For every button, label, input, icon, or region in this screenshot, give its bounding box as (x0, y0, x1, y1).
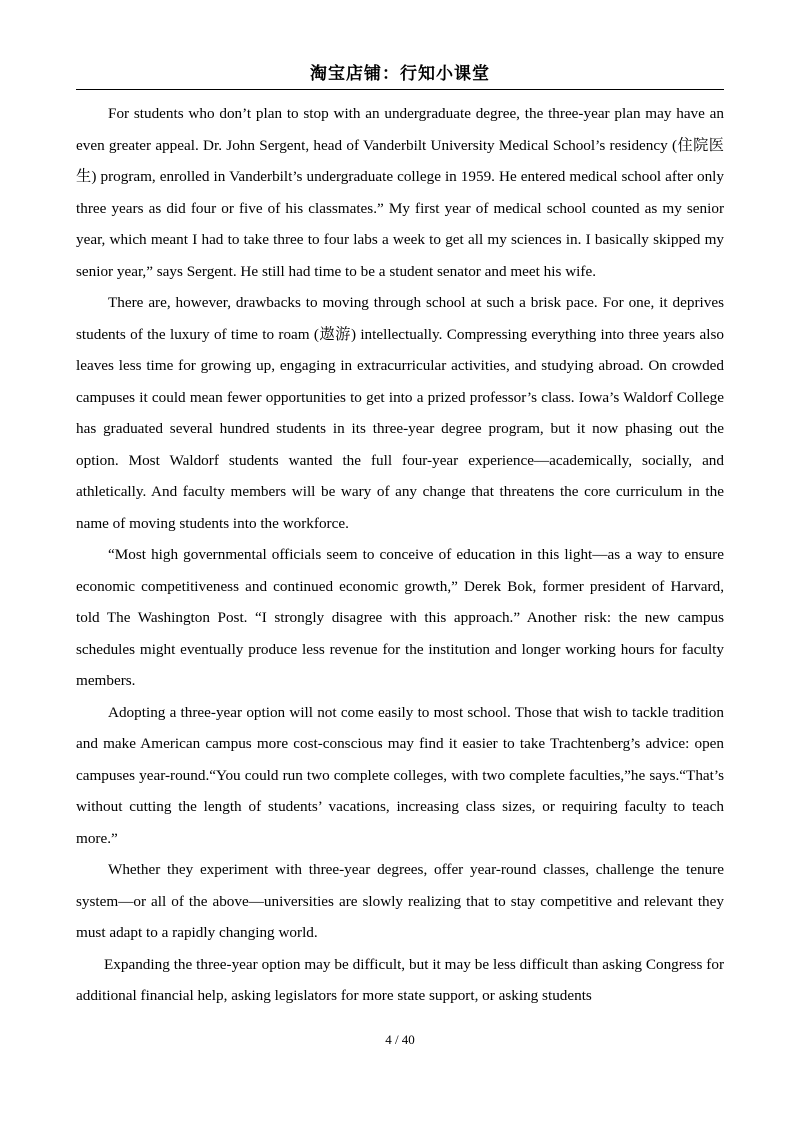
paragraph: Adopting a three-year option will not come easily to most school. Those that wish to tackle tradition and make American campus more cost-conscious may find it easier to take Trachtenberg’s advice: open campuses year-round.“You could run two complete colleges, with two complete faculties,”he says.“That’s without cutting the length of students’ vacations, increasing class sizes, or requiring faculty to teach more.” (76, 703, 724, 847)
paragraph: For students who don’t plan to stop with an undergraduate degree, the three-year plan may have an even greater appeal. Dr. John Sergent, head of Vanderbilt University Medical School’s residency (住院医生) program, enrolled in Vanderbilt’s undergraduate college in 1959. He entered medical school after only three years as did four or five of his classmates.” My first year of medical school counted as my senior year, which meant I had to take three to four labs a week to get all my sciences in. I basically skipped my senior year,” says Sergent. He still had time to be a student senator and meet his wife. (76, 105, 724, 280)
paragraph: “Most high governmental officials seem to conceive of education in this light—as a way to ensure economic competitiveness and continued economic growth,” Derek Bok, former president of Harvard, told The Washington Post. “I strongly disagree with this approach.” Another risk: the new campus schedules might eventually produce less revenue for the institution and longer working hours for faculty members. (76, 546, 724, 689)
page-header-title: 淘宝店铺：行知小课堂 (310, 64, 490, 84)
paragraph: There are, however, drawbacks to moving through school at such a brisk pace. For one, it deprives students of the luxury of time to roam (遨游) intellectually. Compressing everything into three years also leaves less time for growing up, engaging in extracurricular activities, and studying abroad. On crowded campuses it could mean fewer opportunities to get into a prized professor’s class. Iowa’s Waldorf College has graduated several hundred students in its three-year degree program, but it now phasing out the option. Most Waldorf students wanted the full four-year experience—academically, socially, and athletically. And faculty members will be wary of any change that threatens the core curriculum in the name of moving students into the workforce. (76, 294, 724, 532)
header-divider (76, 89, 724, 90)
paragraph: Whether they experiment with three-year degrees, offer year-round classes, challenge the tenure system—or all of the above—universities are slowly realizing that to stay competitive and relevant they must adapt to a rapidly changing world. (76, 861, 724, 941)
article-body (76, 98, 724, 1012)
page-number: 4 / 40 (385, 1032, 415, 1047)
paragraph: Expanding the three-year option may be difficult, but it may be less difficult than asking Congress for additional financial help, asking legislators for more state support, or asking students (76, 955, 724, 1004)
